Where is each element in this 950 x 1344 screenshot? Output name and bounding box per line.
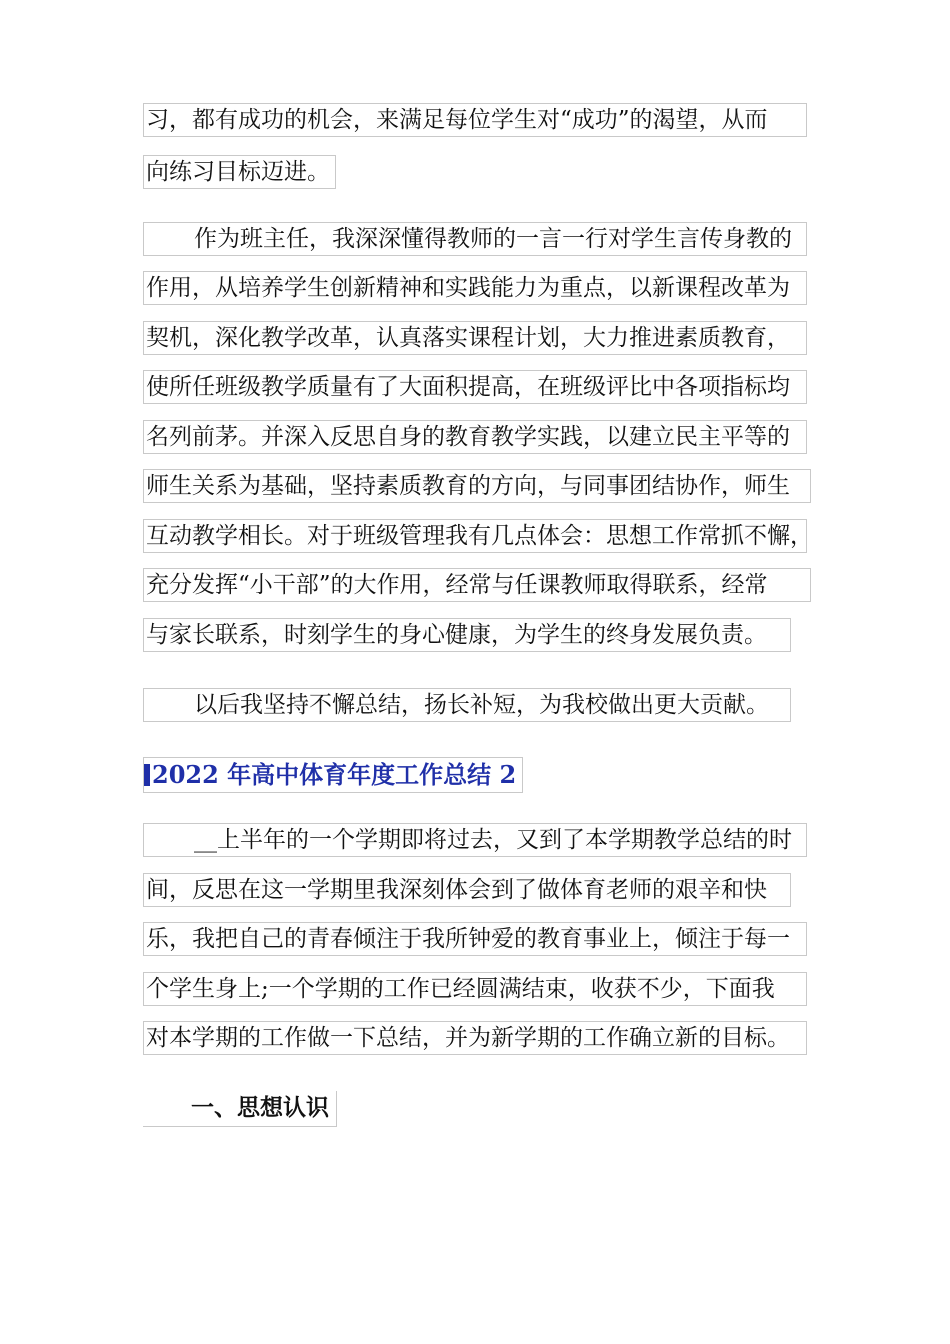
paragraph-4-line-1: __上半年的一个学期即将过去，又到了本学期教学总结的时 [143,823,807,857]
paragraph-2-line-3: 契机，深化教学改革，认真落实课程计划，大力推进素质教育， [143,321,807,355]
paragraph-4-line-5: 对本学期的工作做一下总结，并为新学期的工作确立新的目标。 [143,1021,807,1055]
paragraph-4-line-2: 间，反思在这一学期里我深刻体会到了做体育老师的艰辛和快 [143,873,791,907]
paragraph-3-line-1: 以后我坚持不懈总结，扬长补短，为我校做出更大贡献。 [143,688,791,722]
paragraph-2-line-6: 师生关系为基础，坚持素质教育的方向，与同事团结协作，师生 [143,469,811,503]
paragraph-4-line-4: 个学生身上;一个学期的工作已经圆满结束，收获不少，下面我 [143,972,807,1006]
paragraph-2-line-9: 与家长联系，时刻学生的身心健康，为学生的终身发展负责。 [143,618,791,652]
section-heading [143,757,523,793]
paragraph-2-line-5: 名列前茅。并深入反思自身的教育教学实践，以建立民主平等的 [143,420,807,454]
paragraph-4-line-3: 乐，我把自己的青春倾注于我所钟爱的教育事业上，倾注于每一 [143,922,807,956]
heading-text: 2022 年高中体育年度工作总结 2 [152,760,517,789]
subheading: 一、思想认识 [143,1091,337,1127]
paragraph-1-line-1: 习，都有成功的机会，来满足每位学生对“成功”的渴望，从而 [143,103,807,137]
paragraph-1-line-2: 向练习目标迈进。 [143,155,336,189]
paragraph-2-line-4: 使所任班级教学质量有了大面积提高，在班级评比中各项指标均 [143,370,807,404]
paragraph-2-line-2: 作用，从培养学生创新精神和实践能力为重点，以新课程改革为 [143,271,807,305]
heading-marker [144,764,150,786]
paragraph-2-line-1: 作为班主任，我深深懂得教师的一言一行对学生言传身教的 [143,222,807,256]
paragraph-2-line-7: 互动教学相长。对于班级管理我有几点体会：思想工作常抓不懈， [143,519,807,553]
paragraph-2-line-8: 充分发挥“小干部”的大作用，经常与任课教师取得联系，经常 [143,568,811,602]
